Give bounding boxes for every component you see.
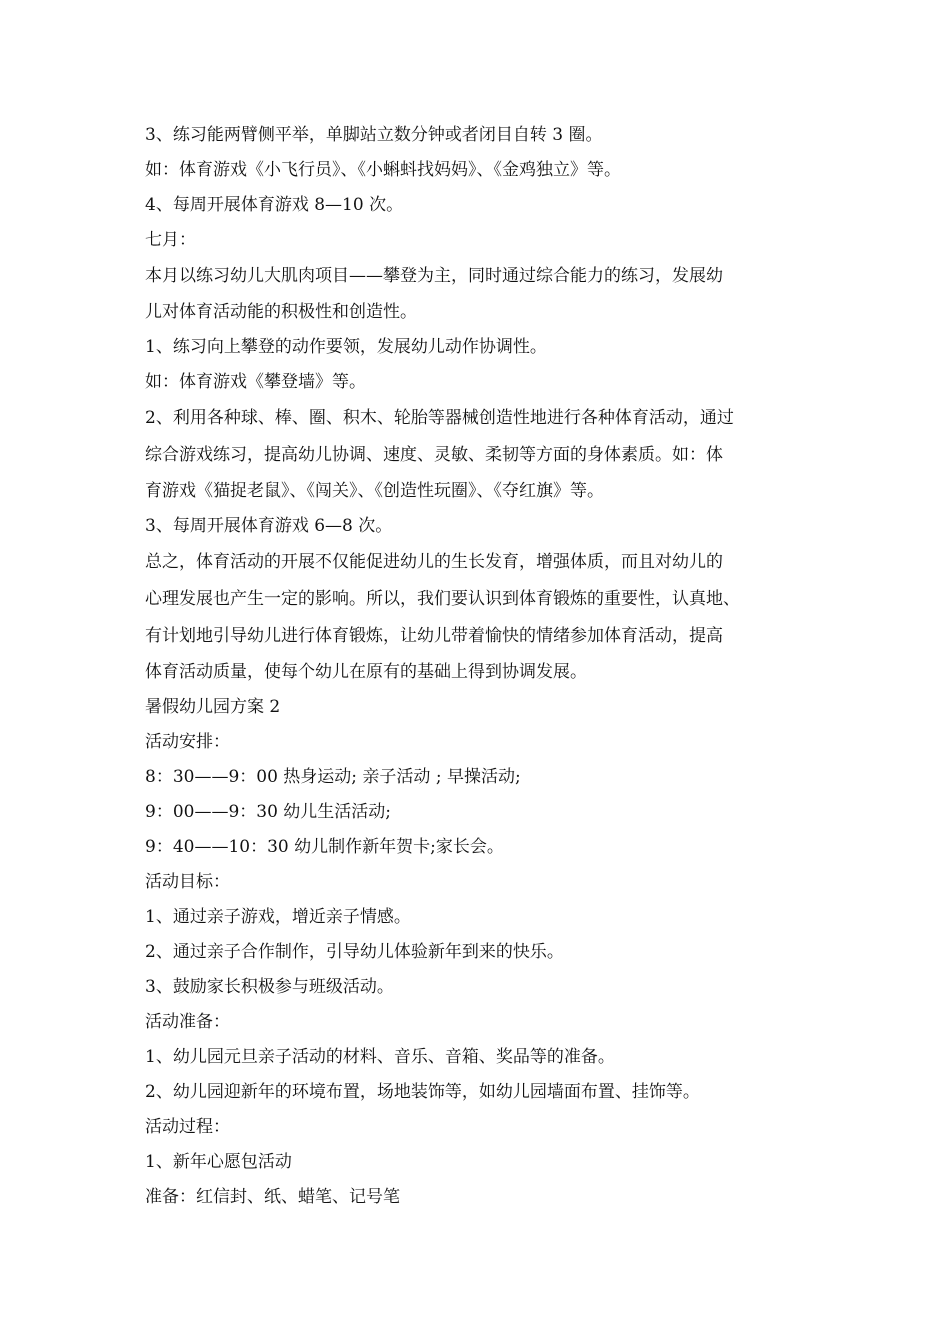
text-line: 2、利用各种球、棒、圈、积木、轮胎等器械创造性地进行各种体育活动，通过: [145, 408, 734, 428]
text-line: 总之，体育活动的开展不仅能促进幼儿的生长发育，增强体质，而且对幼儿的: [145, 552, 723, 572]
text-line: 有计划地引导幼儿进行体育锻炼，让幼儿带着愉快的情绪参加体育活动，提高: [145, 626, 723, 646]
text-line: 儿对体育活动能的积极性和创造性。: [145, 302, 417, 322]
text-line: 3、鼓励家长积极参与班级活动。: [145, 977, 394, 997]
text-line: 2、通过亲子合作制作，引导幼儿体验新年到来的快乐。: [145, 942, 564, 962]
text-line: 1、幼儿园元旦亲子活动的材料、音乐、音箱、奖品等的准备。: [145, 1047, 615, 1067]
text-line: 如：体育游戏《小飞行员》、《小蝌蚪找妈妈》、《金鸡独立》等。: [145, 160, 621, 180]
text-line: 活动目标：: [145, 872, 230, 892]
text-line: 活动准备：: [145, 1012, 230, 1032]
text-line: 育游戏《猫捉老鼠》、《闯关》、《创造性玩圈》、《夺红旗》等。: [145, 481, 604, 501]
text-line: 活动安排：: [145, 732, 230, 752]
text-line: 1、练习向上攀登的动作要领，发展幼儿动作协调性。: [145, 337, 547, 357]
text-line: 心理发展也产生一定的影响。所以，我们要认识到体育锻炼的重要性，认真地、: [145, 589, 740, 609]
text-line: 4、每周开展体育游戏 8—10 次。: [145, 195, 404, 215]
text-line: 9：00——9：30 幼儿生活活动;: [145, 802, 392, 822]
text-line: 综合游戏练习，提高幼儿协调、速度、灵敏、柔韧等方面的身体素质。如：体: [145, 445, 723, 465]
text-line: 准备：红信封、纸、蜡笔、记号笔: [145, 1187, 400, 1207]
text-line: 3、每周开展体育游戏 6—8 次。: [145, 516, 393, 536]
section-title: 暑假幼儿园方案 2: [145, 697, 281, 717]
text-line: 体育活动质量，使每个幼儿在原有的基础上得到协调发展。: [145, 662, 587, 682]
text-line: 1、新年心愿包活动: [145, 1152, 292, 1172]
text-line: 如：体育游戏《攀登墙》等。: [145, 372, 366, 392]
text-line: 3、练习能两臂侧平举，单脚站立数分钟或者闭目自转 3 圈。: [145, 125, 603, 145]
text-line: 本月以练习幼儿大肌肉项目——攀登为主，同时通过综合能力的练习，发展幼: [145, 266, 723, 286]
text-line: 2、幼儿园迎新年的环境布置，场地装饰等，如幼儿园墙面布置、挂饰等。: [145, 1082, 700, 1102]
text-line: 9：40——10：30 幼儿制作新年贺卡;家长会。: [145, 837, 504, 857]
document-body: [145, 118, 825, 1215]
text-line: 活动过程：: [145, 1117, 230, 1137]
text-line: 七月：: [145, 230, 196, 250]
text-line: 1、通过亲子游戏，增近亲子情感。: [145, 907, 411, 927]
text-line: 8：30——9：00 热身运动; 亲子活动 ; 早操活动;: [145, 767, 521, 787]
